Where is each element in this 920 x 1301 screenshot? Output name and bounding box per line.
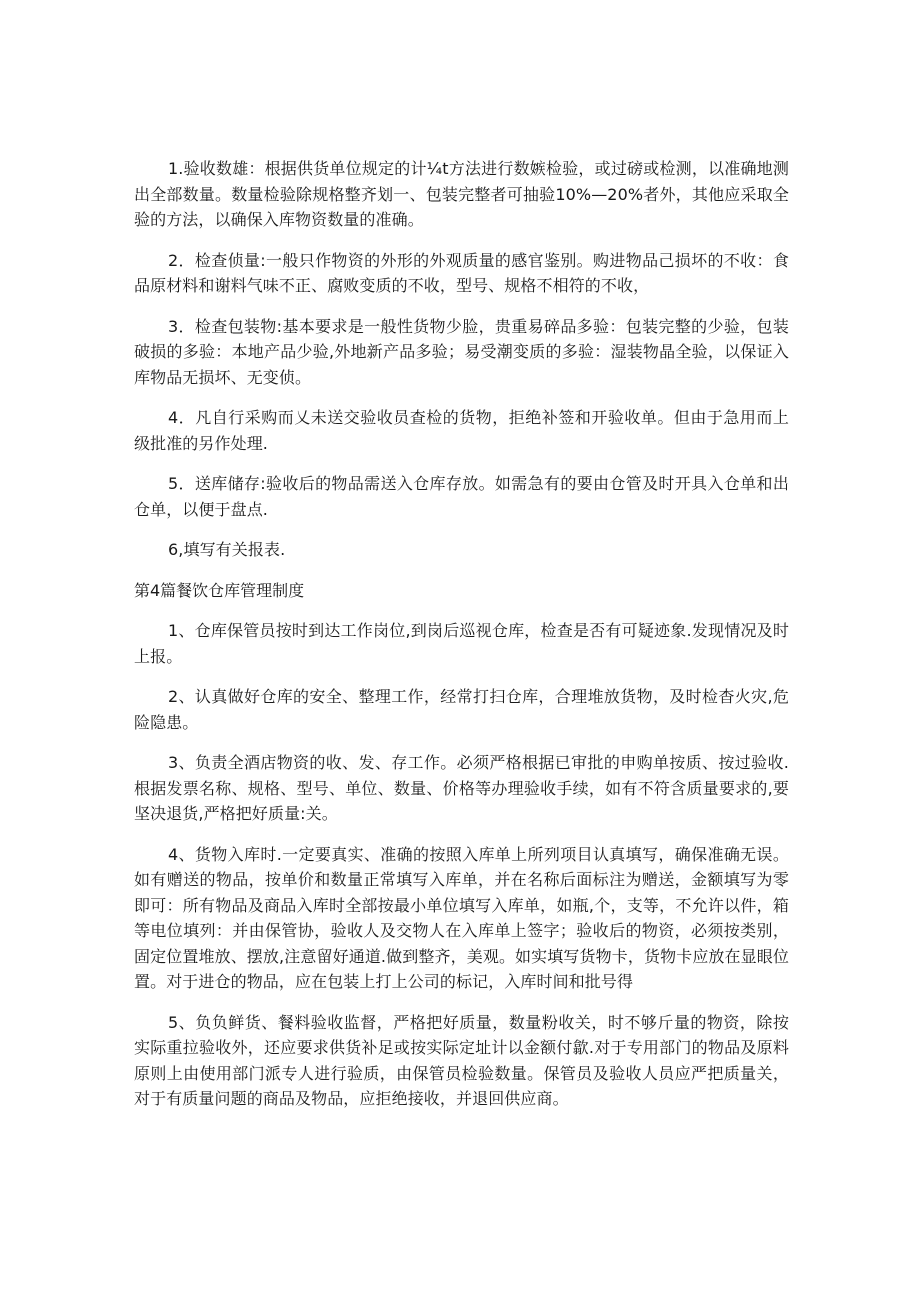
paragraph-reports: 6,填写有关报表. — [168, 540, 286, 559]
section-title: 第4篇餐饮仓库管理制度 — [134, 580, 305, 600]
paragraph-rule-3: 3、负责全酒店物资的收、发、存工作。必须严格根据已审批的申购单按质、按过验收.根据发票名称、规格、型号、单位、数量、价格等办理验收手续，如有不符含质量要求的,要坚决退货,严格把好质量:关。 — [134, 753, 789, 823]
paragraph-rule-1: 1、仓库保管员按时到达工作岗位,到岗后巡视仓库，检查是否有可疑迹象.发现情况及时上报。 — [134, 621, 789, 666]
paragraph-receiving-quantity: 1.验收数雄：根据供货单位规定的计¼t方法进行数嫉检验，或过磅或检测，以准确地测出全部数量。数量检验除规格整齐划一、包装完整者可抽验10%—20%者外，其他应采取全验的方法，以确保入库物资数量的准确。 — [134, 159, 789, 229]
paragraph-self-purchase: 4．凡自行采购而乂未送交验收员查检的货物，拒绝补签和开验收单。但由于急用而上级批准的另作处理. — [134, 408, 789, 453]
paragraph-rule-2: 2、认真做好仓库的安全、整理工作，经常打扫仓库，合理堆放货物，及时检杳火灾,危险隐患。 — [134, 687, 789, 732]
paragraph-quality-check: 2．检查侦量:一般只作物资的外形的外观质量的感官鉴别。购进物品己损坏的不收：食品原材料和谢料气味不正、腐败变质的不收，型号、规格不相符的不收， — [134, 250, 789, 295]
paragraph-rule-4: 4、货物入库时.一定要真实、准确的按照入库单上所列项目认真填写，确保准确无误。如有赠送的物品，按单价和数量正常填写入库单，并在名称后面标注为赠送，金额填写为零即可：所有物品及商品入库时全部按最小单位填写入库单，如瓶,个，支等，不允许以件，箱等电位填列：并由保管协，验收人及交物人在入库单上签字；验收后的物资，必须按类别，固定位置堆放、摆放,注意留好通道.做到整齐，美观。如实填写货物卡，货物卡应放在显眼位置。对于进仓的物品，应在包装上打上公司的标记，入库时间和批号得 — [134, 844, 789, 991]
document-page — [134, 156, 789, 1126]
paragraph-rule-5: 5、负负鲜货、餐料验收监督，严格把好质量，数量粉收关，时不够斤量的物资，除按实际重拉验收外，还应要求供货补足或按实际定址计以金额付歙.对于专用部门的物品及原料原则上由使用部门派专人进行验质，由保管员检验数量。保管员及验收人员应严把质量关，对于有质量问题的商品及物品，应拒绝接收，并退回供应商。 — [134, 1012, 789, 1108]
paragraph-packaging-check: 3．检查包装物:基本要求是一般性货物少脸，贵重易碎品多验：包装完整的少验，包装破损的多验：本地产品少验,外地新产品多验；易受潮变质的多验：湿装物晶全验，以保证入库物品无损坏、无变侦。 — [134, 316, 789, 387]
paragraph-storage: 5．送库储存:验收后的物品需送入仓库存放。如需急有的要由仓管及时开具入仓单和出仓单，以便于盘点. — [134, 474, 789, 519]
